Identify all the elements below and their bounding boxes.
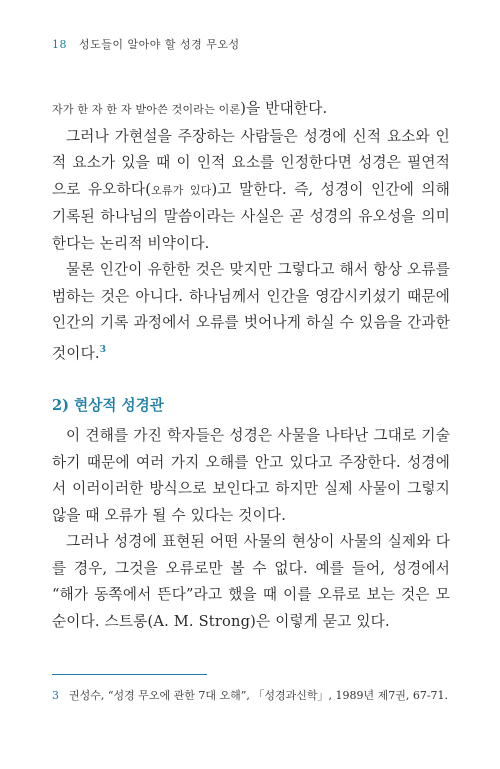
paragraph-small-prefix: 자가 한 자 한 자 받아쓴 것이라는 이론 [52, 103, 241, 116]
paragraph-continuation [52, 96, 450, 124]
paragraph-small-note: 오류가 있다 [151, 183, 212, 197]
paragraph-text-before: 그러나 가현설을 주장하는 사람들은 성경에 신적 요소와 인적 요소가 있을 때 이 인적 요소를 인정한다면 성경은 필연적으로 유오하다( [52, 127, 450, 198]
footnote-text: 권성수, “성경 무오에 관한 7대 오해”, 「성경과신학」, 1989년 제7권, 67-71. [69, 689, 449, 702]
footnote-reference[interactable]: 3 [99, 344, 107, 355]
paragraph-text-after: )고 말한다. 즉, 성경이 인간에 의해 기록된 하나님의 말씀이라는 사실은 곧 성경의 유오성을 의미한다는 논리적 비약이다. [52, 180, 450, 252]
page-number: 18 [52, 38, 67, 51]
running-header [52, 36, 240, 52]
footnote-number: 3 [52, 689, 59, 702]
running-title: 성도들이 알아야 할 성경 무오성 [79, 38, 240, 51]
paragraph-phenomenal-1: 이 견해를 가진 학자들은 성경은 사물을 나타난 그대로 기술하기 때문에 여러 가지 오해를 안고 있다고 주장한다. 성경에서 이러이러한 방식으로 보인다고 하지만 실제 사물이 그렇지 않을 때 오류가 될 수 있다는 것이다. [52, 427, 450, 524]
paragraph-docetism [52, 124, 450, 258]
page-body [52, 96, 450, 635]
footnote-divider [52, 674, 207, 675]
paragraph-text: )을 반대한다. [240, 100, 328, 117]
section-heading: 2) 현상적 성경관 [52, 396, 164, 414]
paragraph-text: 물론 인간이 유한한 것은 맞지만 그렇다고 해서 항상 오류를 범하는 것은 아니다. 하나님께서 인간을 영감시키셨기 때문에 인간의 기록 과정에서 오류를 벗어나게 하실 수 있음을 간과한 것이다. [52, 261, 450, 362]
paragraph-human-finite [52, 257, 450, 367]
paragraph-phenomenal-2: 그러나 성경에 표현된 어떤 사물의 현상이 사물의 실제와 다를 경우, 그것을 오류로만 볼 수 없다. 예를 들어, 성경에서 “해가 동쪽에서 뜬다”라고 했을 때 이를 오류로 보는 것은 모순이다. 스트롱(A. M. Strong)은 이렇게 묻고 있다. [52, 533, 450, 630]
footnote [52, 688, 448, 704]
